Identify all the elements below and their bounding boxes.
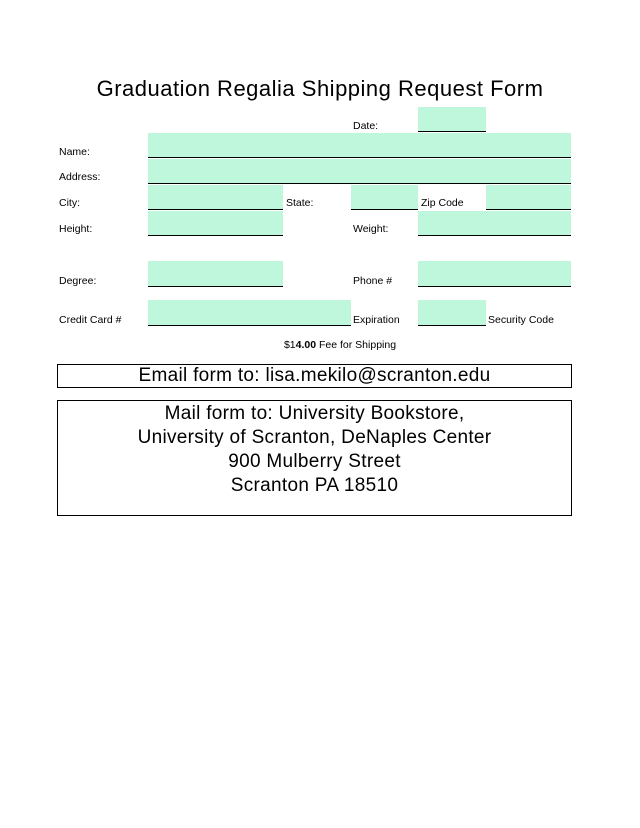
shipping-fee: [0, 339, 640, 351]
height-label: Height:: [59, 223, 93, 235]
state-field[interactable]: [351, 185, 418, 210]
fee-amount: 4.00: [295, 339, 317, 351]
credit-card-field[interactable]: [148, 300, 351, 326]
weight-field[interactable]: [418, 211, 571, 236]
city-field[interactable]: [148, 185, 283, 210]
mail-line-3: 900 Mulberry Street: [228, 451, 401, 472]
degree-label: Degree:: [59, 275, 97, 287]
phone-label: Phone #: [353, 275, 393, 287]
fee-prefix: $1: [283, 339, 296, 351]
mail-instructions-box: [57, 400, 572, 516]
fee-suffix: Fee for Shipping: [316, 339, 397, 351]
address-field[interactable]: [148, 159, 571, 184]
name-label: Name:: [59, 146, 90, 158]
date-field[interactable]: [418, 107, 486, 132]
security-code-label: Security Code: [488, 314, 554, 326]
mail-line-4: Scranton PA 18510: [230, 475, 399, 496]
credit-card-label: Credit Card #: [59, 314, 122, 326]
date-label: Date:: [353, 120, 379, 132]
zip-label: Zip Code: [421, 197, 464, 209]
state-label: State:: [286, 197, 314, 209]
height-field[interactable]: [148, 211, 283, 236]
phone-field[interactable]: [418, 261, 571, 287]
address-label: Address:: [59, 171, 101, 183]
expiration-label: Expiration: [353, 314, 400, 326]
mail-line-2: University of Scranton, DeNaples Center: [137, 427, 492, 448]
name-field[interactable]: [148, 133, 571, 158]
form-title: Graduation Regalia Shipping Request Form: [96, 76, 544, 101]
email-instructions: Email form to: lisa.mekilo@scranton.edu: [138, 365, 491, 386]
expiration-field[interactable]: [418, 300, 486, 326]
zip-field[interactable]: [486, 185, 571, 210]
weight-label: Weight:: [353, 223, 389, 235]
email-instructions-box: [57, 364, 572, 388]
degree-field[interactable]: [148, 261, 283, 287]
mail-line-1: Mail form to: University Bookstore,: [164, 403, 465, 424]
city-label: City:: [59, 197, 80, 209]
